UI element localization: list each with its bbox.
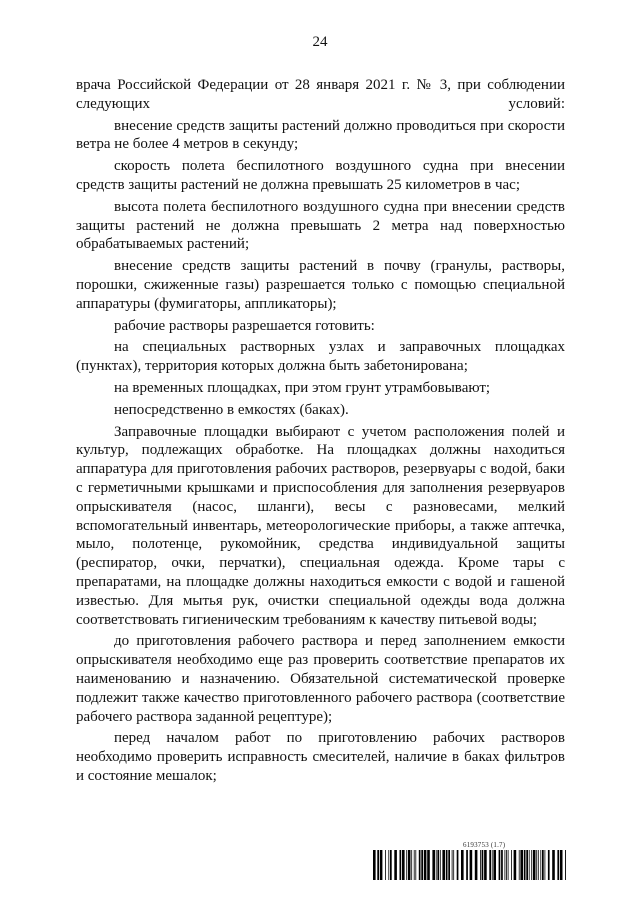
document-body [76, 76, 565, 789]
paragraph: до приготовления рабочего раствора и перед заполнением емкости опрыскивателя необходимо еще раз проверить соответствие препаратов их наименованию и назначению. Обязательной систематической проверке подлежит также качество приготовленного рабочего раствора (соответствие рабочего раствора заданной рецептуре); [76, 633, 565, 725]
paragraph: рабочие растворы разрешается готовить: [114, 317, 375, 334]
page-number: 24 [312, 34, 328, 50]
barcode-image [373, 850, 566, 880]
paragraph: скорость полета беспилотного воздушного судна при внесении средств защиты растений не должна превышать 25 километров в час; [76, 158, 565, 193]
paragraph: на специальных растворных узлах и заправочных площадках (пунктах), территория которых должна быть забетонирована; [76, 339, 565, 375]
paragraph: внесение средств защиты растений в почву (гранулы, растворы, порошки, сжиженные газы) разрешается только с помощью специальной аппаратуры (фумигаторы, аппликаторы); [76, 258, 565, 312]
paragraph: высота полета беспилотного воздушного судна при внесении средств защиты растений не должна превышать 2 метра над поверхностью обрабатываемых растений; [76, 198, 565, 253]
document-code: 6193753 (1.7) [463, 841, 506, 849]
paragraph: непосредственно в емкостях (баках). [114, 401, 349, 418]
paragraph: перед началом работ по приготовлению рабочих растворов необходимо проверить исправность смесителей, наличие в баках фильтров и состояние мешалок; [76, 730, 565, 784]
paragraph: Заправочные площадки выбирают с учетом расположения полей и культур, подлежащих обработке. На площадках должны находиться аппаратура для приготовления рабочих растворов, резервуары с водой, баки с герметичными крышками и приспособления для заполнения резервуаров опрыскивателя (насос, шланги), весы с разновесами, мелкий вспомогательный инвентарь, метеорологические приборы, а также аптечка, мыло, полотенце, рукомойник, средства индивидуальной защиты (респиратор, очки, перчатки), специальная одежда. Кроме тары с препаратами, на площадке должны находиться емкости с водой и гашеной известью. Для мытья рук, очистки специальной одежды вода должна соответствовать гигиеническим требованиям к качеству питьевой воды; [76, 423, 565, 628]
paragraph: внесение средств защиты растений должно проводиться при скорости ветра не более 4 метров в секунду; [76, 117, 565, 153]
paragraph: на временных площадках, при этом грунт утрамбовывают; [114, 379, 491, 396]
paragraph-continuation: врача Российской Федерации от 28 января 2021 г. № 3, при соблюдении следующих условий: [76, 77, 565, 112]
